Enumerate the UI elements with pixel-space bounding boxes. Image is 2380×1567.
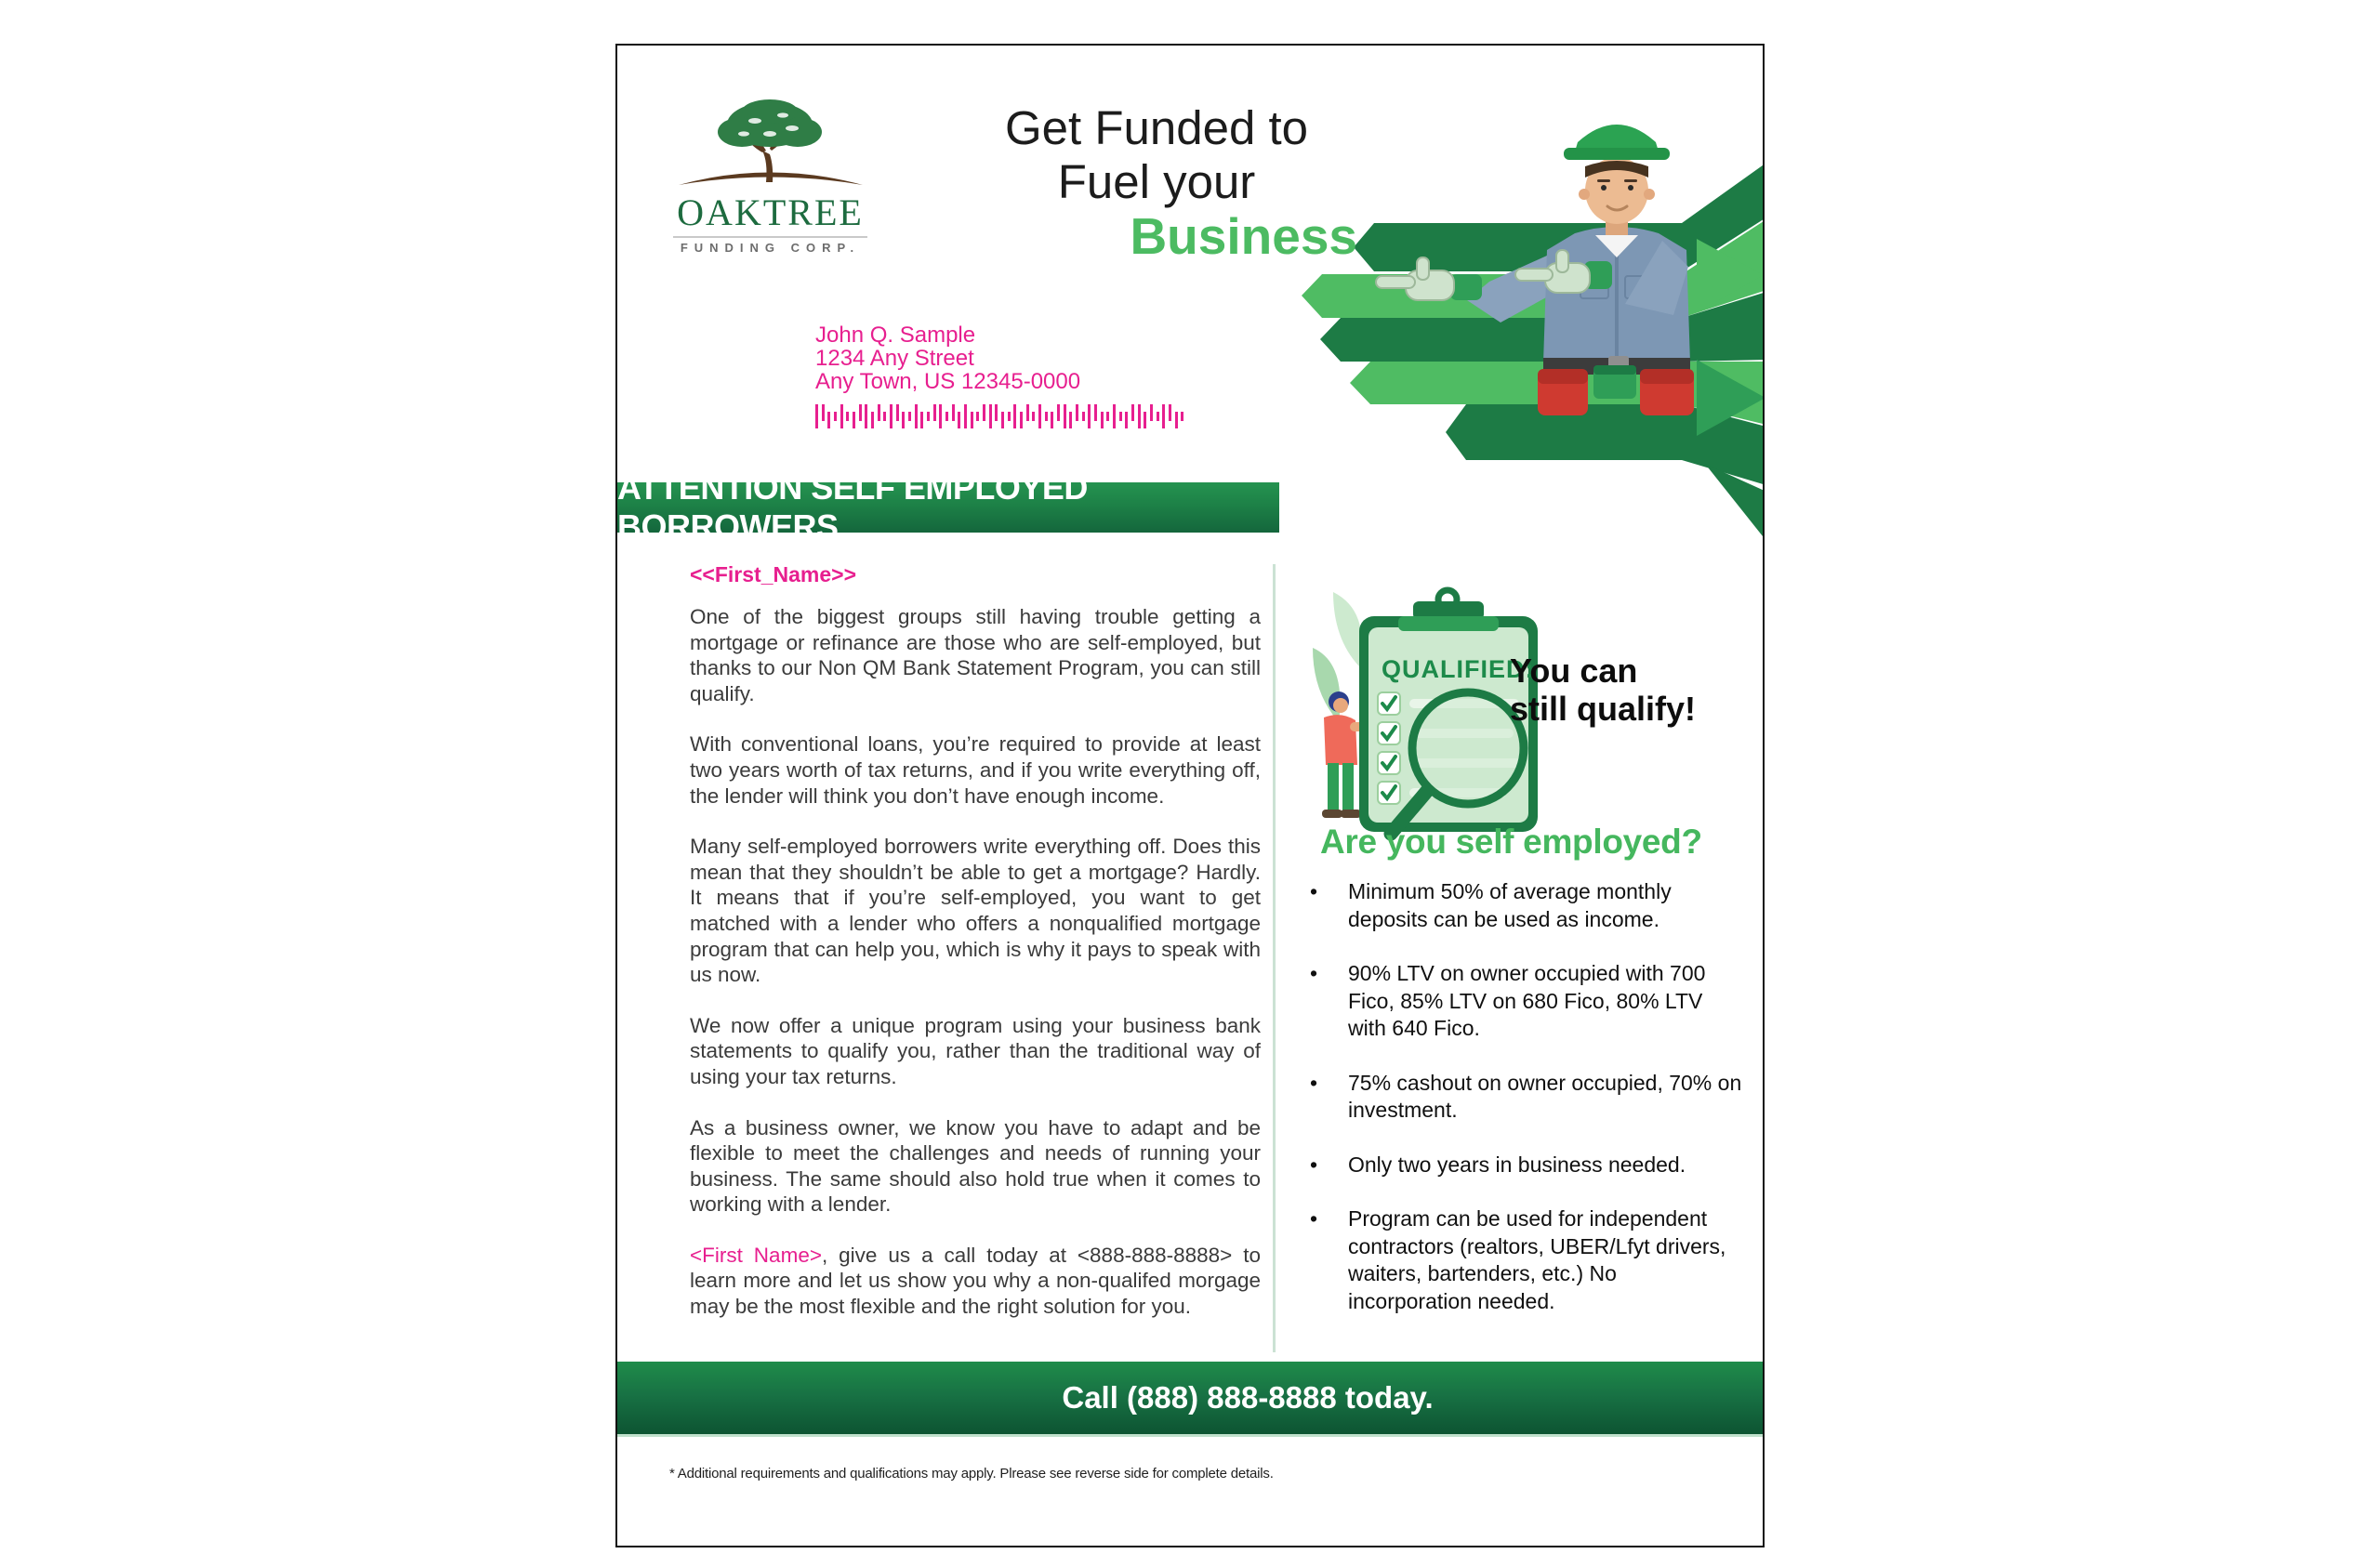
self-employed-question: Are you self employed?	[1320, 823, 1702, 861]
barcode-bar	[1082, 412, 1085, 421]
list-item: • Minimum 50% of average monthly deposits can be used as income.	[1308, 878, 1743, 933]
still-qualify-headline	[1510, 652, 1696, 728]
barcode-bar	[1069, 412, 1072, 428]
barcode-bar	[1101, 412, 1104, 428]
barcode-bar	[1125, 412, 1128, 428]
brand-tagline: FUNDING CORP.	[680, 241, 861, 255]
brand-logo	[666, 97, 875, 255]
intelligent-mail-barcode	[815, 404, 1187, 428]
barcode-bar	[878, 404, 880, 421]
program-bullet-list	[1308, 878, 1743, 1342]
barcode-bar	[902, 412, 905, 428]
letter-paragraph: One of the biggest groups still having trouble getting a mortgage or refinance are those who are self-employed, but thanks to our Non QM Bank Statement Program, you can still qualify.	[690, 605, 1261, 705]
barcode-bar	[1088, 404, 1091, 428]
letter-closing-text: , give us a call today at <888-888-8888> to learn more and let us show you why a non-qualifed morgage may be the most flexible and the right solution for you.	[690, 1243, 1262, 1319]
barcode-bar	[846, 412, 849, 421]
recipient-name: John Q. Sample	[815, 323, 976, 348]
barcode-bar	[1131, 404, 1134, 421]
disclaimer-text: * Additional requirements and qualifications may apply. Plrease see reverse side for complete details.	[669, 1466, 1274, 1481]
barcode-bar	[933, 404, 936, 421]
barcode-bar	[1020, 412, 1023, 428]
qualified-label: QUALIFIED:	[1382, 655, 1535, 683]
hero-title-line2: Fuel your	[1057, 155, 1256, 208]
barcode-bar	[1064, 404, 1066, 428]
barcode-bar	[952, 404, 955, 421]
call-banner-text: Call (888) 888-8888 today.	[1062, 1380, 1434, 1415]
barcode-bar	[920, 412, 923, 428]
recipient-city-line: Any Town, US 12345-0000	[815, 369, 1081, 394]
hero-title	[952, 101, 1361, 263]
barcode-bar	[1032, 412, 1035, 421]
barcode-bar	[1144, 412, 1146, 428]
call-banner	[617, 1362, 1765, 1437]
oak-tree-icon	[666, 97, 875, 190]
barcode-bar	[1106, 412, 1109, 421]
barcode-bar	[915, 404, 918, 428]
barcode-bar	[859, 404, 862, 421]
barcode-bar	[1169, 404, 1171, 421]
barcode-bar	[1094, 404, 1097, 421]
barcode-bar	[1057, 404, 1060, 421]
barcode-bar	[1138, 404, 1141, 428]
attention-banner: ATTENTION SELF EMPLOYED BORROWERS	[617, 482, 1279, 533]
barcode-bar	[1181, 412, 1183, 421]
barcode-bar	[1150, 404, 1153, 421]
barcode-bar	[865, 404, 867, 428]
barcode-bar	[1113, 404, 1116, 428]
barcode-bar	[815, 404, 818, 428]
letter-paragraph: Many self-employed borrowers write everything off. Does this mean that they shouldn’t be able to get a mortgage? Hardly. It means that if you’re self-employed, you want to get matched with a lender who offers a nonqualified mortgage program that can help you, which is why it pays to speak with us now.	[690, 835, 1261, 987]
list-item: • 90% LTV on owner occupied with 700 Fico, 85% LTV on 680 Fico, 80% LTV with 640 Fico.	[1308, 960, 1743, 1043]
barcode-bar	[995, 404, 998, 421]
barcode-bar	[1162, 404, 1165, 428]
barcode-bar	[883, 412, 886, 421]
still-qualify-line1: You can	[1510, 652, 1638, 690]
still-qualify-line2: still qualify!	[1510, 690, 1697, 728]
merge-field-first-name: <First Name>	[690, 1243, 822, 1267]
barcode-bar	[853, 412, 855, 428]
hero-title-line1: Get Funded to	[1004, 101, 1309, 154]
brand-name: OAKTREE	[677, 191, 864, 233]
barcode-bar	[976, 412, 979, 421]
barcode-bar	[896, 404, 899, 421]
barcode-bar	[1008, 412, 1011, 421]
barcode-bar	[939, 404, 942, 428]
list-item: • Program can be used for independent contractors (realtors, UBER/Lfyt drivers, waiters, bartenders, etc.) No incorporation needed.	[1308, 1205, 1743, 1315]
barcode-bar	[945, 412, 948, 421]
letter-paragraph: With conventional loans, you’re required to provide at least two years worth of tax returns, and if you write everything off, the lender will think you don’t have enough income.	[690, 732, 1261, 808]
barcode-bar	[840, 404, 843, 428]
flyer-page	[615, 44, 1765, 1547]
recipient-street: 1234 Any Street	[815, 346, 974, 371]
letter-closing-paragraph	[690, 1243, 1261, 1320]
barcode-bar	[1175, 412, 1178, 428]
barcode-bar	[958, 412, 960, 428]
barcode-bar	[927, 412, 930, 421]
barcode-bar	[983, 404, 985, 421]
recipient-address-block	[815, 324, 1080, 394]
logo-divider	[673, 236, 867, 238]
barcode-bar	[834, 412, 837, 421]
barcode-bar	[908, 412, 911, 421]
barcode-bar	[827, 412, 830, 428]
letter-paragraph: As a business owner, we know you have to adapt and be flexible to meet the challenges and needs of running your business. The same should also hold true when it comes to working with a lender.	[690, 1115, 1261, 1217]
letter-body	[690, 604, 1261, 1345]
barcode-bar	[971, 412, 973, 428]
merge-field-greeting: <<First_Name>>	[690, 562, 857, 586]
barcode-bar	[964, 404, 967, 428]
barcode-bar	[1076, 404, 1078, 421]
barcode-bar	[822, 404, 825, 421]
barcode-bar	[1157, 412, 1159, 421]
hero-title-line3: Business	[1130, 207, 1357, 265]
list-item: • 75% cashout on owner occupied, 70% on investment.	[1308, 1070, 1743, 1125]
barcode-bar	[1013, 404, 1016, 428]
column-divider	[1273, 564, 1276, 1352]
barcode-bar	[890, 404, 892, 428]
barcode-bar	[1026, 404, 1029, 421]
barcode-bar	[1045, 412, 1048, 421]
barcode-bar	[871, 412, 874, 428]
barcode-bar	[1038, 404, 1041, 428]
letter-paragraph: We now offer a unique program using your business bank statements to qualify you, rather than the traditional way of using your tax returns.	[690, 1013, 1261, 1088]
barcode-bar	[1051, 412, 1053, 428]
barcode-bar	[989, 404, 992, 428]
barcode-bar	[1119, 412, 1122, 421]
list-item: • Only two years in business needed.	[1308, 1152, 1743, 1179]
barcode-bar	[1001, 412, 1004, 428]
